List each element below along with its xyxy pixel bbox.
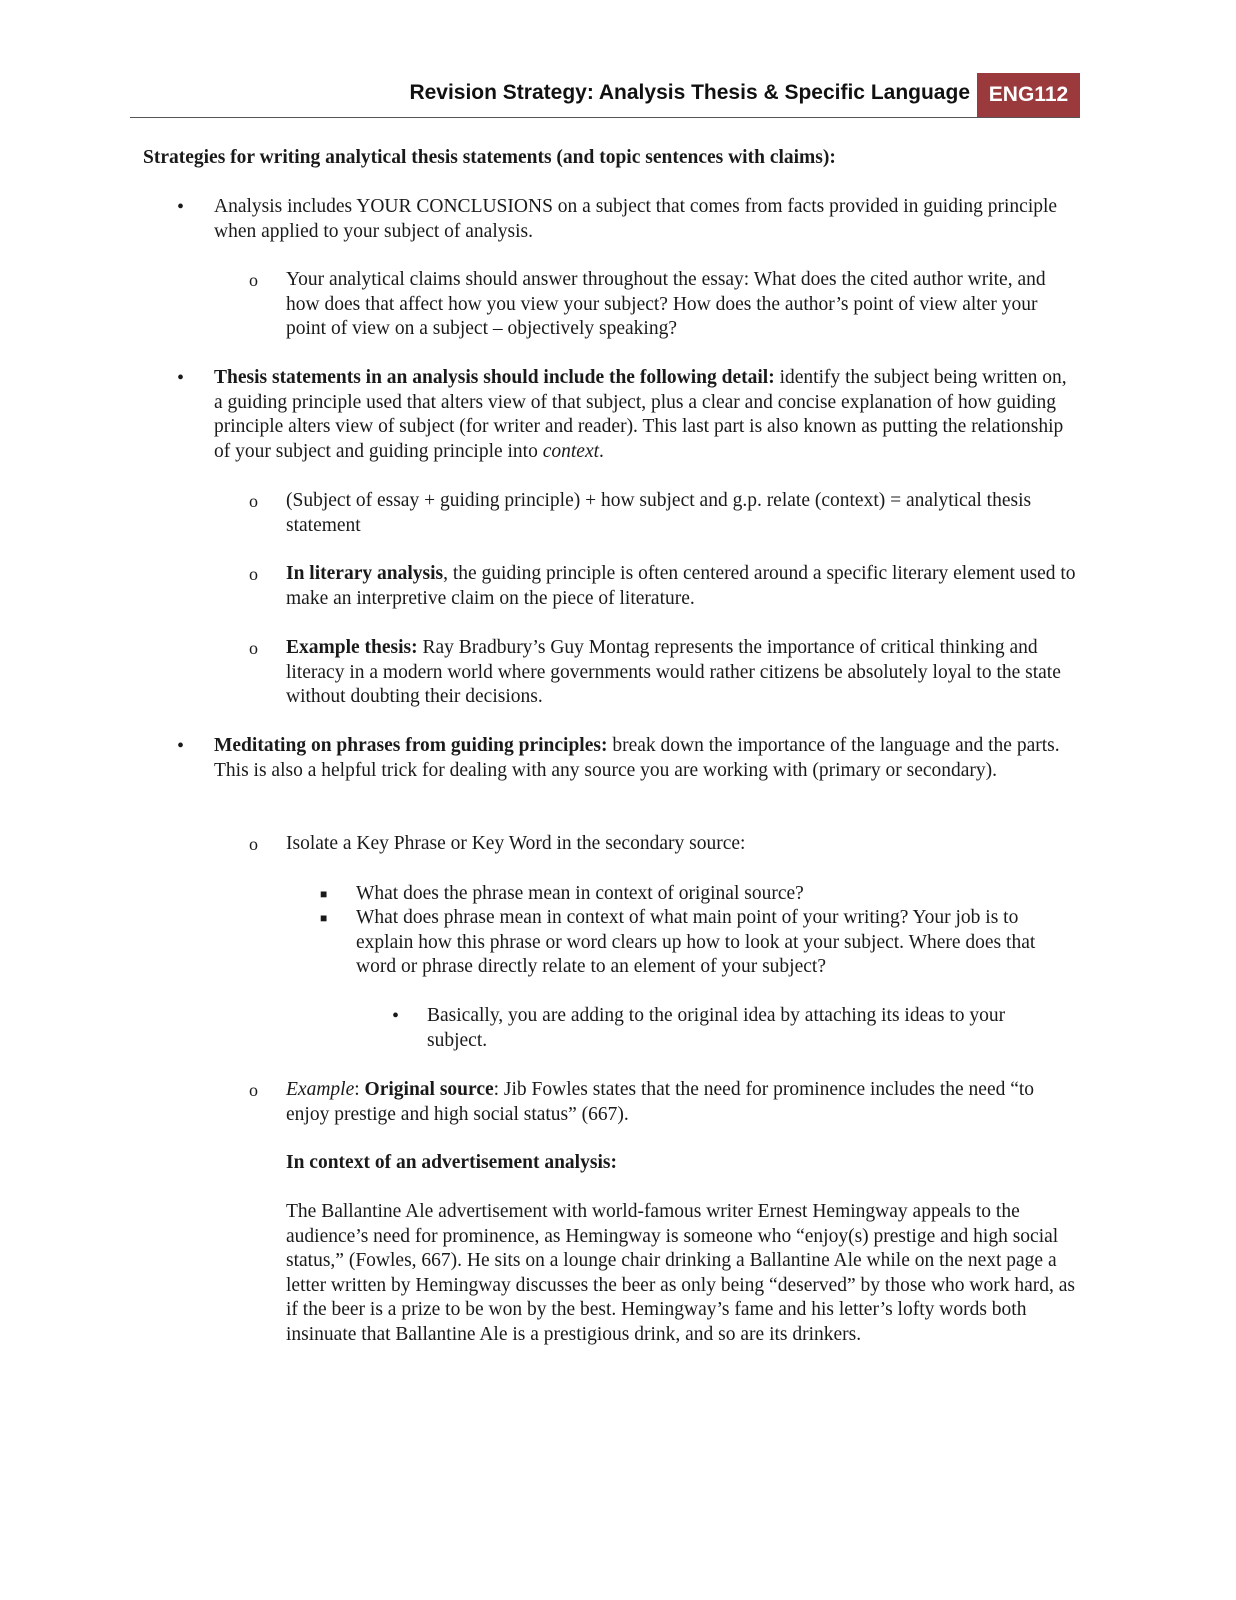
bullet-circle-icon: o bbox=[249, 564, 258, 584]
bullet-circle-icon: o bbox=[249, 270, 258, 290]
bullet-3-sub-1: Isolate a Key Phrase or Key Word in the secondary source: bbox=[286, 833, 746, 854]
course-badge: ENG112 bbox=[977, 73, 1080, 117]
bullet-2-sub-1: (Subject of essay + guiding principle) + how subject and g.p. relate (context) = analytical thesis statement bbox=[286, 490, 1032, 536]
bullet-2-body: identify the subject being written on, a guiding principle used that alters view of that subject, plus a clear and concise explanation of how guiding principle alters view of subject (for writer and reader). This last part is also known as putting the relationship of your subject and guiding principle into bbox=[214, 367, 1067, 462]
bullet-square-icon: ■ bbox=[320, 887, 328, 901]
bullet-2-sub-2-bold: In literary analysis bbox=[286, 563, 444, 584]
bullet-3-sub-2-italic: Example bbox=[286, 1079, 355, 1100]
bullet-3-square-1: What does the phrase mean in context of original source? bbox=[356, 883, 804, 904]
bullet-3-body: break down the importance of the language and the parts. This is also a helpful trick for dealing with any source you are working with (primary or secondary). bbox=[214, 735, 1060, 781]
bullet-3-sub-2 bbox=[286, 1078, 1076, 1127]
bullet-2-italic: context bbox=[542, 440, 600, 462]
bullet-3-sub-2-bold: Original source bbox=[364, 1079, 494, 1100]
bullet-3-square-2: What does phrase mean in context of what main point of your writing? Your job is to explain how this phrase or word clears up how to look at your subject. Where does that word or phrase directly relate to an element of your subject? bbox=[356, 907, 1036, 977]
bullet-circle-icon: o bbox=[249, 638, 258, 658]
bullet-2-sub-3-body: Ray Bradbury’s Guy Montag represents the importance of critical thinking and literacy in a modern world where governments would rather citizens be absolutely loyal to the state without doubting their decisions. bbox=[286, 637, 1061, 707]
bullet-2-sub-2-body: , the guiding principle is often centered around a specific literary element used to make an interpretive claim on the piece of literature. bbox=[286, 563, 1076, 609]
context-paragraph: The Ballantine Ale advertisement with world-famous writer Ernest Hemingway appeals to the audience’s need for prominence, as Hemingway is someone who “enjoy(s) prestige and high social status,” (Fowles, 667). He sits on a lounge chair drinking a Ballantine Ale while on the next page a letter written by Hemingway discusses the beer as only being “deserved” by those who work hard, as if the beer is a prize to be won by the best. Hemingway’s fame and his letter’s lofty words both insinuate that Ballantine Ale is a prestigious drink, and so are its drinkers. bbox=[286, 1201, 1075, 1345]
bullet-2-bold: Thesis statements in an analysis should include the following detail: bbox=[214, 367, 775, 388]
bullet-3-deep-1: Basically, you are adding to the original idea by attaching its ideas to your subject. bbox=[427, 1005, 1006, 1051]
bullet-circle-icon: o bbox=[249, 491, 258, 511]
page-header bbox=[130, 73, 1080, 118]
bullet-disc-icon: • bbox=[177, 735, 185, 757]
bullet-2-end: . bbox=[599, 440, 604, 462]
bullet-2-sub-3-bold: Example thesis: bbox=[286, 637, 418, 658]
bullet-3-sub-2-body: : Jib Fowles states that the need for prominence includes the need “to enjoy prestige and high social status” (667). bbox=[286, 1079, 1035, 1125]
bullet-circle-icon: o bbox=[249, 1080, 258, 1100]
bullet-2-text bbox=[214, 366, 1074, 464]
bullet-1-text: Analysis includes YOUR CONCLUSIONS on a subject that comes from facts provided in guiding principle when applied to your subject of analysis. bbox=[214, 196, 1058, 242]
bullet-circle-icon: o bbox=[249, 834, 258, 854]
header-title: Revision Strategy: Analysis Thesis & Specific Language bbox=[409, 81, 970, 104]
bullet-2-sub-3 bbox=[286, 636, 1076, 710]
section-heading: Strategies for writing analytical thesis statements (and topic sentences with claims): bbox=[143, 147, 836, 168]
bullet-1-sub-1: Your analytical claims should answer throughout the essay: What does the cited author write, and how does that affect how you view your subject? How does the author’s point of view alter your point of view on a subject – objectively speaking? bbox=[286, 269, 1046, 339]
bullet-disc-icon: • bbox=[177, 367, 185, 389]
bullet-3-bold: Meditating on phrases from guiding principles: bbox=[214, 735, 608, 756]
context-heading: In context of an advertisement analysis: bbox=[286, 1152, 617, 1173]
bullet-3-text bbox=[214, 734, 1074, 783]
bullet-3-sub-2-colon: : bbox=[354, 1079, 365, 1100]
bullet-disc-icon: • bbox=[392, 1005, 400, 1027]
bullet-disc-icon: • bbox=[177, 196, 185, 218]
bullet-square-icon: ■ bbox=[320, 911, 328, 925]
bullet-2-sub-2 bbox=[286, 562, 1076, 611]
